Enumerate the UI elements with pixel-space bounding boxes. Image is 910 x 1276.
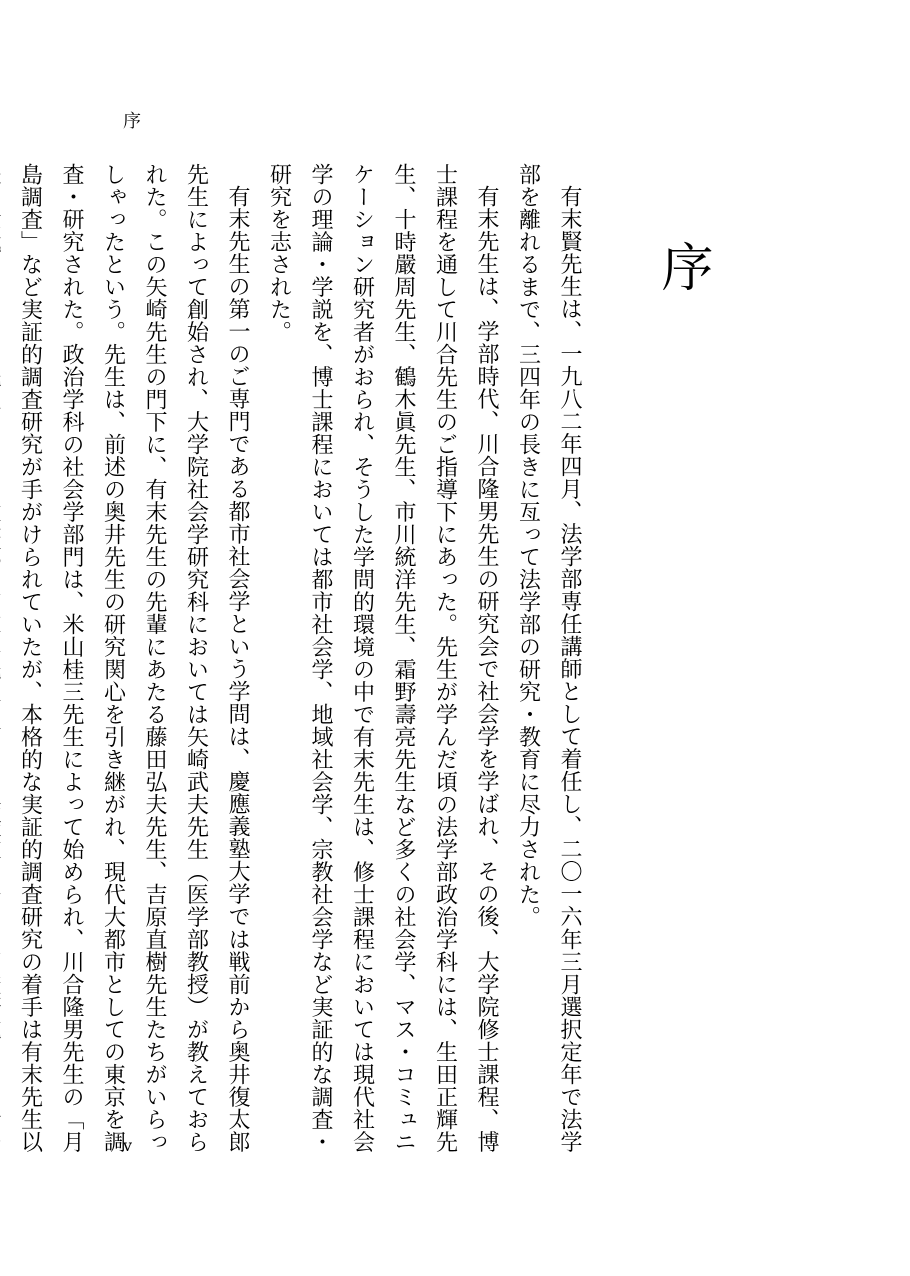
- chapter-title: 序: [652, 240, 712, 292]
- paragraph: 有末先生の第一のご専門である都市社会学という学問は、慶應義塾大学では戦前から奥井復太郎先生によって創始され、大学院社会学研究科においては矢崎武夫先生（医学部教授）が教えておられた。この矢崎先生の門下に、有末先生の先輩にあたる藤田弘夫先生、吉原直樹先生たちがいらっしゃったという。先生は、前述の奥井先生の研究関心を引き継がれ、現代大都市としての東京を調査・研究された。政治学科の社会学部門は、米山桂三先生によって始められ、川合隆男先生の「月島調査」など実証的調査研究が手がけられていたが、本格的な実証的調査研究の着手は有末先生以: [17, 163, 250, 1153]
- running-head: 序: [120, 111, 141, 129]
- paragraph: 有末賢先生は、一九八二年四月、法学部専任講師として着任し、二〇一六年三月選択定年で法学部を離れるまで、三四年の長きに亙って法学部の研究・教育に尽力された。: [515, 163, 582, 1153]
- body-text: [0, 163, 590, 1153]
- paragraph: 有末先生は、学部時代、川合隆男先生の研究会で社会学を学ばれ、その後、大学院修士課程、博士課程を通して川合先生のご指導下にあった。先生が学んだ頃の法学部政治学科には、生田正輝先生、十時嚴周先生、鶴木眞先生、市川統洋先生、霜野壽亮先生など多くの社会学、マス・コミュニケーション研究者がおられ、そうした学問的環境の中で有末先生は、修士課程においては現代社会学の理論・学説を、博士課程においては都市社会学、地域社会学、宗教社会学など実証的な調査・研究を志された。: [266, 163, 499, 1153]
- folio: v: [123, 1136, 133, 1155]
